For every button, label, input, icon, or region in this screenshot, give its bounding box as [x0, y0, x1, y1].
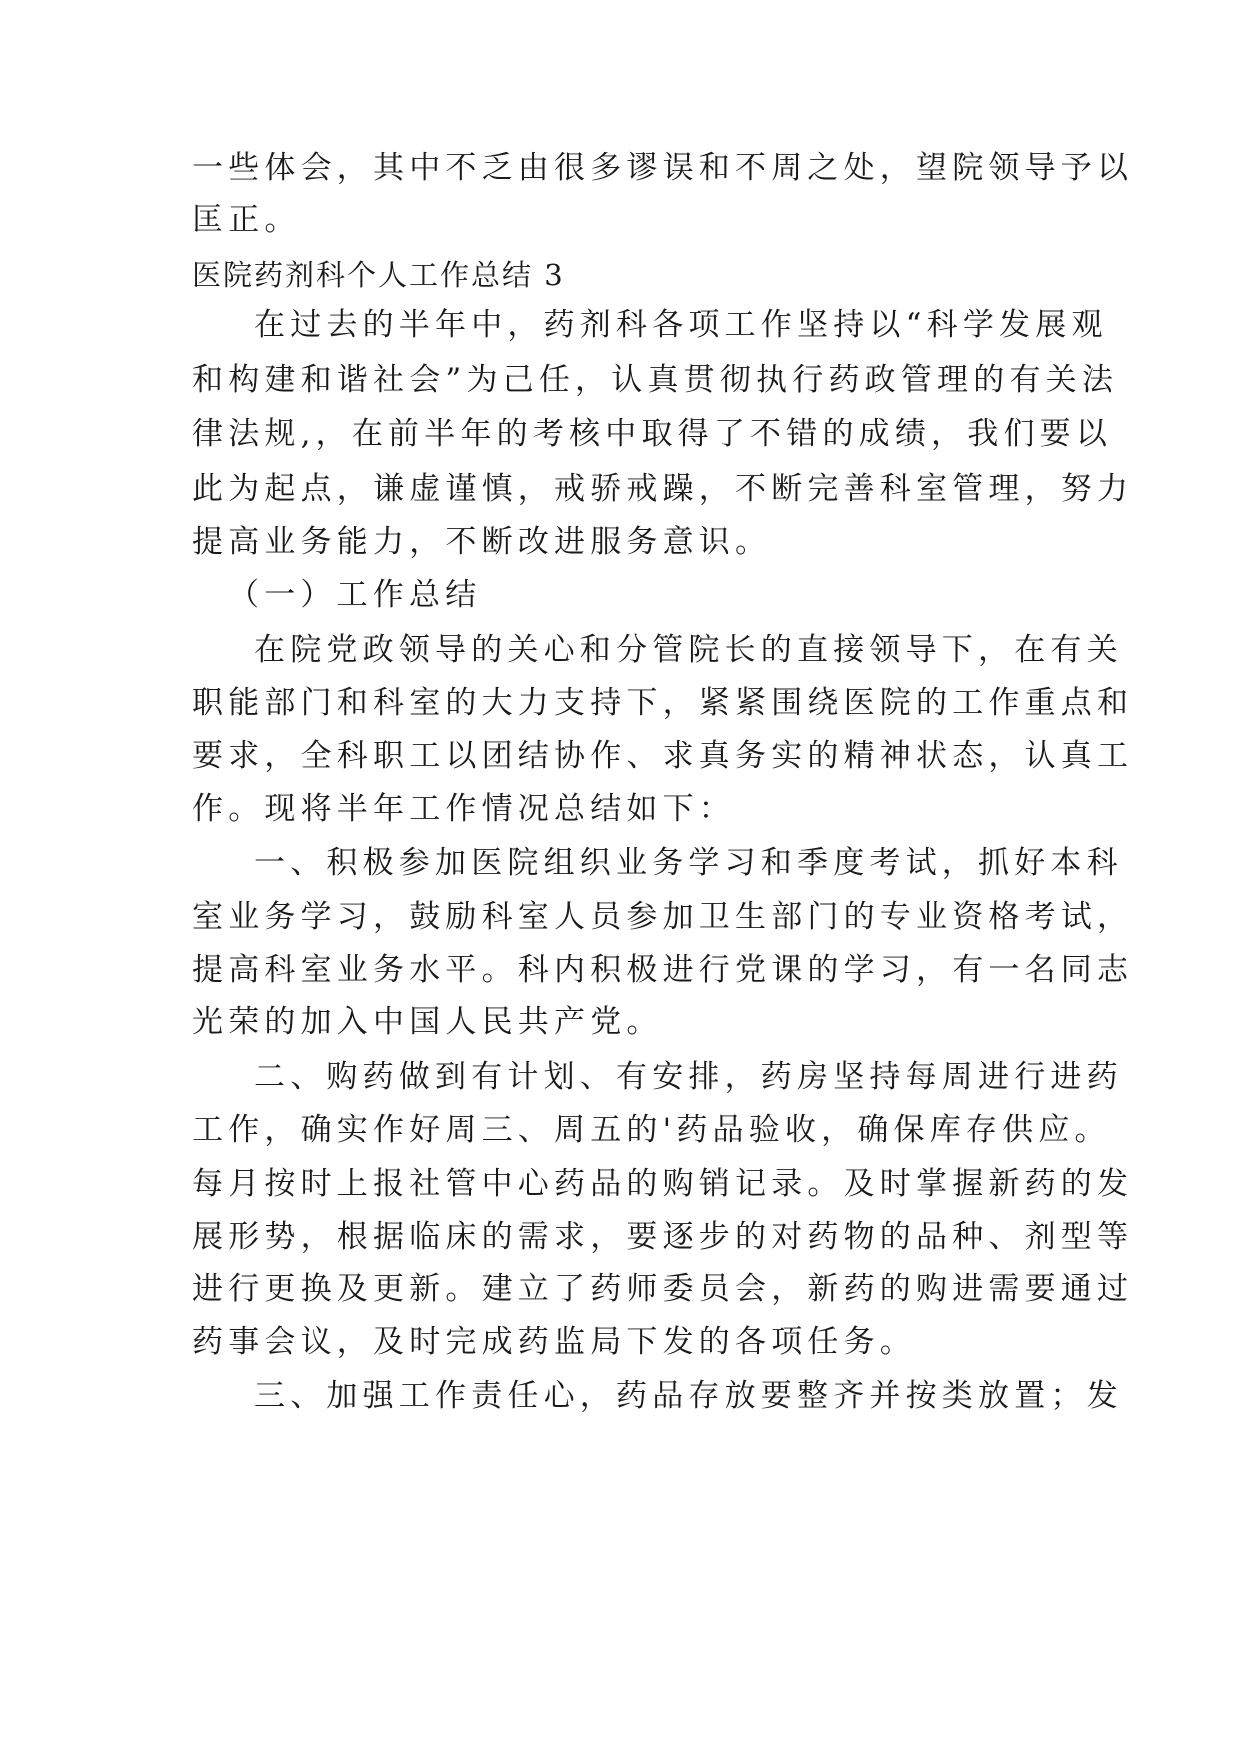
- text-line: 和构建和谐社会”为己任，认真贯彻执行药政管理的有关法: [192, 362, 1119, 398]
- subsection-heading: （一）工作总结: [228, 577, 482, 613]
- text-line: 每月按时上报社管中心药品的购销记录。及时掌握新药的发: [192, 1166, 1134, 1202]
- text-line: 药事会议，及时完成药监局下发的各项任务。: [192, 1324, 916, 1360]
- text-line: 作。现将半年工作情况总结如下：: [192, 791, 735, 827]
- text-line: 一些体会，其中不乏由很多谬误和不周之处，望院领导予以: [192, 150, 1134, 186]
- text-line: 进行更换及更新。建立了药师委员会，新药的购进需要通过: [192, 1271, 1134, 1307]
- paragraph-first-line: 在过去的半年中，药剂科各项工作坚持以“科学发展观: [254, 307, 1108, 343]
- text-line: 室业务学习，鼓励科室人员参加卫生部门的专业资格考试，: [192, 899, 1134, 935]
- paragraph-first-line: 在院党政领导的关心和分管院长的直接领导下，在有关: [254, 632, 1123, 668]
- text-line: 要求，全科职工以团结协作、求真务实的精神状态，认真工: [192, 738, 1134, 774]
- text-line: 展形势，根据临床的需求，要逐步的对药物的品种、剂型等: [192, 1219, 1134, 1255]
- paragraph-first-line: 三、加强工作责任心，药品存放要整齐并按类放置；发: [254, 1378, 1123, 1414]
- section-heading: 医院药剂科个人工作总结 3: [192, 258, 565, 292]
- text-line: 光荣的加入中国人民共产党。: [192, 1004, 663, 1040]
- text-line: 工作，确实作好周三、周五的'药品验收，确保库存供应。: [192, 1112, 1111, 1148]
- paragraph-first-line: 二、购药做到有计划、有安排，药房坚持每周进行进药: [254, 1059, 1123, 1095]
- text-line: 此为起点，谦虚谨慎，戒骄戒躁，不断完善科室管理，努力: [192, 471, 1134, 507]
- text-line: 提高科室业务水平。科内积极进行党课的学习，有一名同志: [192, 952, 1134, 988]
- text-line: 职能部门和科室的大力支持下，紧紧围绕医院的工作重点和: [192, 685, 1134, 721]
- paragraph-first-line: 一、积极参加医院组织业务学习和季度考试，抓好本科: [254, 845, 1123, 881]
- text-line: 律法规,，在前半年的考核中取得了不错的成绩，我们要以: [192, 416, 1113, 452]
- text-line: 提高业务能力，不断改进服务意识。: [192, 524, 772, 560]
- text-line: 匡正。: [192, 202, 301, 238]
